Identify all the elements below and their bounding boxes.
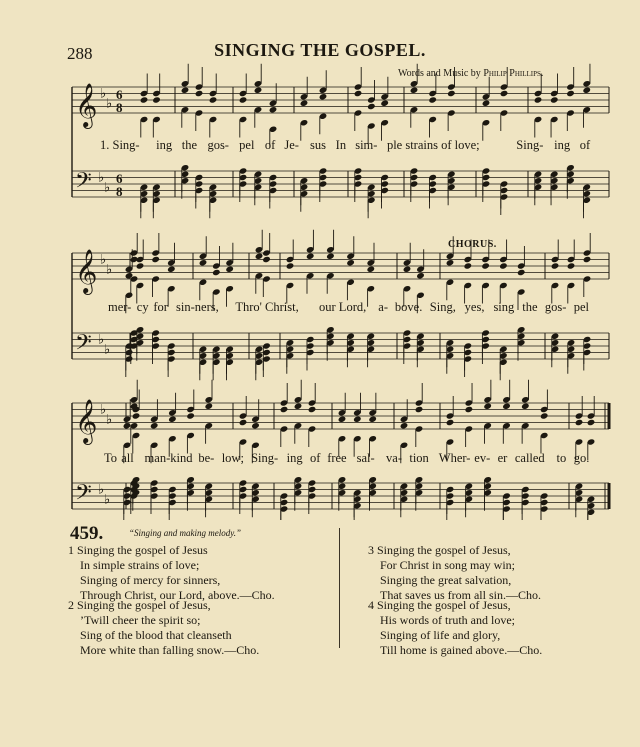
note-head: [353, 416, 362, 423]
time-signature: 8: [116, 184, 123, 199]
clef-icon: 𝄞: [75, 83, 98, 127]
clef-icon: 𝄢: [75, 480, 92, 511]
verse-line: 1 Singing the gospel of Jesus: [68, 543, 208, 557]
verse-4: [368, 598, 542, 658]
note-head: [354, 90, 363, 97]
note-head: [181, 87, 190, 94]
verse-line: Singing the great salvation,: [380, 573, 512, 587]
note-head: [483, 403, 492, 410]
note-head: [566, 90, 575, 97]
note-head: [151, 256, 160, 263]
lyric-syllable: to: [556, 451, 567, 465]
lyric-syllable: sus: [310, 138, 326, 152]
note-head: [400, 422, 409, 429]
lyric-syllable: for: [153, 300, 168, 314]
lyric-syllable: sim-: [355, 138, 378, 152]
verse-line: ’Twill cheer the spirit so;: [80, 613, 201, 627]
verse-3: [368, 543, 541, 603]
lyric-syllable: 1. Sing-: [100, 138, 140, 152]
lyric-syllable: ple strains of love;: [386, 138, 480, 152]
note-head: [499, 262, 508, 269]
lyric-syllable: cy: [136, 300, 149, 314]
note-head: [464, 262, 473, 269]
verse-line: His words of truth and love;: [380, 613, 515, 627]
note-head: [567, 262, 576, 269]
lyric-syllable: low;: [221, 451, 244, 465]
note-head: [326, 253, 335, 260]
lyric-syllable: all: [121, 451, 134, 465]
verse-line: That saves us from all sin.—Cho.: [380, 588, 541, 602]
note-head: [465, 406, 474, 413]
note-head: [150, 422, 159, 429]
lyric-syllable: Je-: [284, 138, 299, 152]
lyric-syllable: of: [579, 138, 591, 152]
lyric-syllable: go.: [573, 451, 590, 465]
lyric-syllable: of: [264, 138, 276, 152]
lyric-syllable: man-kind: [144, 451, 193, 465]
note-head: [415, 406, 424, 413]
flat-icon: ♭: [100, 85, 107, 101]
note-head: [416, 272, 425, 279]
note-head: [225, 266, 234, 273]
verse-line: Through Christ, our Lord, above.—Cho.: [80, 588, 275, 602]
note-head: [186, 412, 195, 419]
note-head: [446, 259, 455, 266]
lyric-line-2: [0, 300, 640, 316]
lyric-syllable: sing: [493, 300, 515, 314]
hymn-number: 459.: [70, 523, 104, 544]
note-head: [367, 266, 376, 273]
lyric-syllable: Sing-: [251, 451, 279, 465]
lyric-line-1: [0, 138, 640, 154]
note-head: [239, 419, 248, 426]
flat-icon: ♭: [98, 331, 105, 347]
lyric-syllable: Sing-: [516, 138, 544, 152]
flat-icon: ♭: [104, 179, 111, 195]
note-head: [212, 269, 221, 276]
clef-icon: 𝄢: [75, 168, 92, 199]
note-head: [346, 259, 355, 266]
lyric-syllable: Thro' Christ,: [235, 300, 299, 314]
note-head: [286, 262, 295, 269]
flat-icon: ♭: [106, 261, 113, 277]
verse-line: Till home is gained above.—Cho.: [380, 643, 543, 657]
lyric-syllable: gos-: [544, 300, 567, 314]
verse-line: For Christ in song may win;: [380, 558, 516, 572]
verse-line: 3 Singing the gospel of Jesus,: [368, 543, 511, 557]
note-head: [262, 256, 271, 263]
note-head: [251, 422, 260, 429]
lyric-syllable: To: [104, 451, 118, 465]
note-head: [140, 96, 149, 103]
flat-icon: ♭: [104, 491, 111, 507]
lyric-syllable: va-: [386, 451, 402, 465]
flat-icon: ♭: [104, 341, 111, 357]
note-head: [152, 96, 161, 103]
note-head: [254, 87, 263, 94]
lyric-syllable: called: [514, 451, 545, 465]
flat-icon: ♭: [100, 251, 107, 267]
note-head: [521, 403, 530, 410]
note-head: [367, 103, 376, 110]
note-head: [123, 422, 132, 429]
lyric-syllable: Sing,: [429, 300, 456, 314]
note-head: [587, 419, 596, 426]
lyric-syllable: ing: [554, 138, 571, 152]
lyric-syllable: the: [522, 300, 538, 314]
time-signature: 8: [116, 100, 123, 115]
verse-2: [68, 598, 259, 658]
note-head: [294, 403, 303, 410]
credit-name: Philip Phillips.: [483, 68, 544, 79]
note-head: [446, 419, 455, 426]
note-head: [500, 90, 509, 97]
note-head: [136, 262, 145, 269]
time-signature: 6: [116, 171, 123, 186]
note-head: [300, 100, 309, 107]
note-head: [551, 262, 560, 269]
note-head: [517, 269, 526, 276]
note-head: [550, 96, 559, 103]
verse-line: More white than falling snow.—Cho.: [80, 643, 260, 657]
note-head: [167, 266, 176, 273]
note-head: [195, 90, 204, 97]
lyric-syllable: free: [327, 451, 347, 465]
note-head: [575, 419, 584, 426]
note-head: [306, 253, 315, 260]
note-head: [368, 416, 377, 423]
lyric-syllable: ing: [286, 451, 303, 465]
lyric-syllable: gos-: [207, 138, 229, 152]
note-head: [199, 259, 208, 266]
note-head: [168, 416, 177, 423]
lyric-syllable: tion: [409, 451, 429, 465]
verse-line: Singing of life and glory,: [380, 628, 501, 642]
flat-icon: ♭: [98, 169, 105, 185]
note-head: [481, 262, 490, 269]
verse-line: In simple strains of love;: [80, 558, 200, 572]
note-head: [209, 96, 218, 103]
lyric-syllable: mer-: [108, 300, 132, 314]
lyric-syllable: be-: [198, 451, 215, 465]
column-divider: [339, 528, 340, 648]
lyric-syllable: the: [181, 138, 198, 152]
hymn-subtitle: “Singing and making melody.”: [129, 528, 241, 538]
note-head: [502, 403, 511, 410]
lyric-syllable: bove.: [394, 300, 423, 314]
verse-line: Singing of mercy for sinners,: [80, 573, 221, 587]
note-head: [403, 266, 412, 273]
chorus-label: CHORUS.: [448, 239, 497, 250]
lyric-line-3: [0, 451, 640, 467]
note-head: [338, 416, 347, 423]
page-number: 288: [67, 44, 93, 63]
note-head: [205, 403, 214, 410]
lyric-syllable: of: [309, 451, 321, 465]
note-head: [239, 96, 248, 103]
lyric-syllable: Wher-: [438, 451, 471, 465]
lyric-syllable: In: [335, 138, 347, 152]
flat-icon: ♭: [106, 411, 113, 427]
lyric-syllable: ing: [156, 138, 173, 152]
verse-1: [68, 543, 275, 603]
note-head: [380, 100, 389, 107]
note-head: [410, 87, 419, 94]
note-head: [582, 87, 591, 94]
note-head: [280, 406, 289, 413]
lyric-syllable: ev-: [474, 451, 491, 465]
lyric-syllable: sin-ners,: [176, 300, 219, 314]
lyric-syllable: a-: [378, 300, 389, 314]
note-head: [583, 256, 592, 263]
note-head: [540, 412, 549, 419]
note-head: [132, 412, 141, 419]
lyric-syllable: pel: [573, 300, 589, 314]
lyric-syllable: sal-: [356, 451, 375, 465]
lyric-syllable: pel: [239, 138, 255, 152]
clef-icon: 𝄞: [75, 249, 98, 293]
page-title: SINGING THE GOSPEL.: [214, 40, 426, 60]
clef-icon: 𝄢: [75, 330, 92, 361]
flat-icon: ♭: [100, 401, 107, 417]
lyric-syllable: yes,: [464, 300, 485, 314]
verse-line: 4 Singing the gospel of Jesus,: [368, 598, 511, 612]
flat-icon: ♭: [98, 481, 105, 497]
note-head: [255, 253, 264, 260]
note-head: [319, 93, 328, 100]
note-head: [534, 96, 543, 103]
note-head: [447, 90, 456, 97]
note-head: [308, 406, 317, 413]
time-signature: 6: [116, 87, 123, 102]
flat-icon: ♭: [106, 95, 113, 111]
credit-prefix: Words and Music by: [398, 68, 481, 79]
note-head: [269, 106, 278, 113]
note-head: [428, 96, 437, 103]
lyric-syllable: er: [497, 451, 508, 465]
lyric-syllable: our Lord,: [319, 300, 367, 314]
verse-line: 2 Singing the gospel of Jesus,: [68, 598, 211, 612]
note-head: [482, 100, 491, 107]
clef-icon: 𝄞: [75, 399, 98, 443]
verse-line: Sing of the blood that cleanseth: [80, 628, 232, 642]
